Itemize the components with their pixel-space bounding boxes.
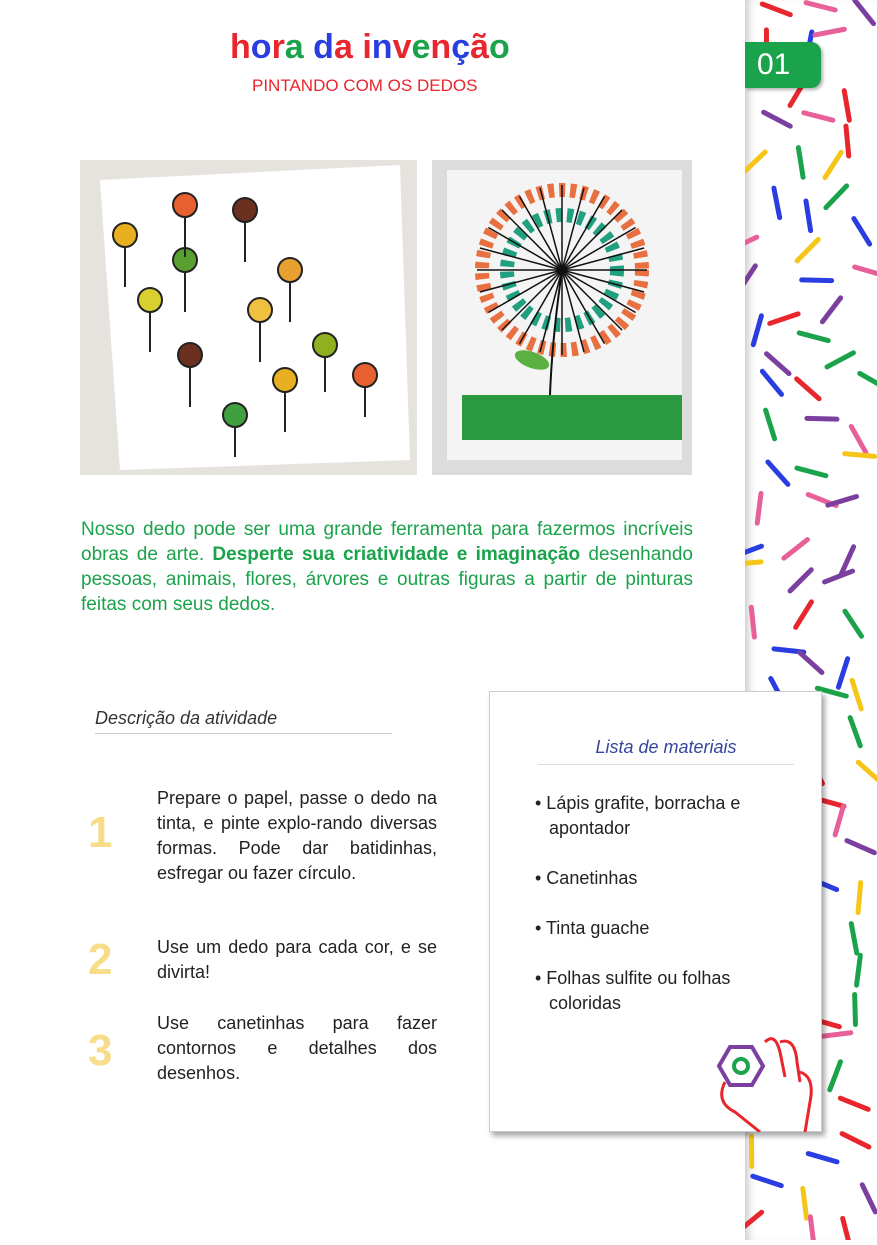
step-text: Use canetinhas para fazer contornos e detalhes dos desenhos. (157, 1011, 437, 1086)
step-text: Prepare o papel, passe o dedo na tinta, e pinte explo-rando diversas formas. Pode dar batidinhas, esfregar ou fazer círculo. (157, 786, 437, 886)
step-number: 3 (88, 1026, 112, 1076)
materials-box (489, 691, 822, 1132)
material-item: • Canetinhas (535, 866, 799, 891)
description-heading: Descrição da atividade (95, 708, 392, 734)
hand-holding-nut-icon (705, 1022, 820, 1132)
intro-highlight: Desperte sua criatividade e imaginação (212, 544, 580, 565)
activity-subtitle: PINTANDO COM OS DEDOS (252, 76, 477, 96)
brand-logo: hora da invenção (230, 28, 510, 67)
step-text: Use um dedo para cada cor, e se divirta! (157, 935, 437, 985)
page-number: 01 (757, 48, 790, 82)
page-number-tab (745, 42, 821, 88)
photo-fingerprint-people (80, 160, 417, 475)
material-item: • Lápis grafite, borracha e apontador (535, 791, 799, 841)
materials-heading: Lista de materiais (538, 737, 794, 765)
intro-text: Nosso dedo pode ser uma grande ferramenta para fazermos incríveis obras de arte. (81, 519, 693, 565)
material-item: • Folhas sulfite ou folhas coloridas (535, 966, 799, 1016)
material-item: • Tinta guache (535, 916, 799, 941)
photo-fingerprint-flower (432, 160, 692, 475)
intro-text-end: desenhando pessoas, animais, flores, árvores e outras figuras a partir de pinturas feitas com seus dedos. (81, 544, 693, 615)
step-number: 2 (88, 935, 112, 985)
step-number: 1 (88, 808, 112, 858)
intro-paragraph (81, 517, 693, 617)
